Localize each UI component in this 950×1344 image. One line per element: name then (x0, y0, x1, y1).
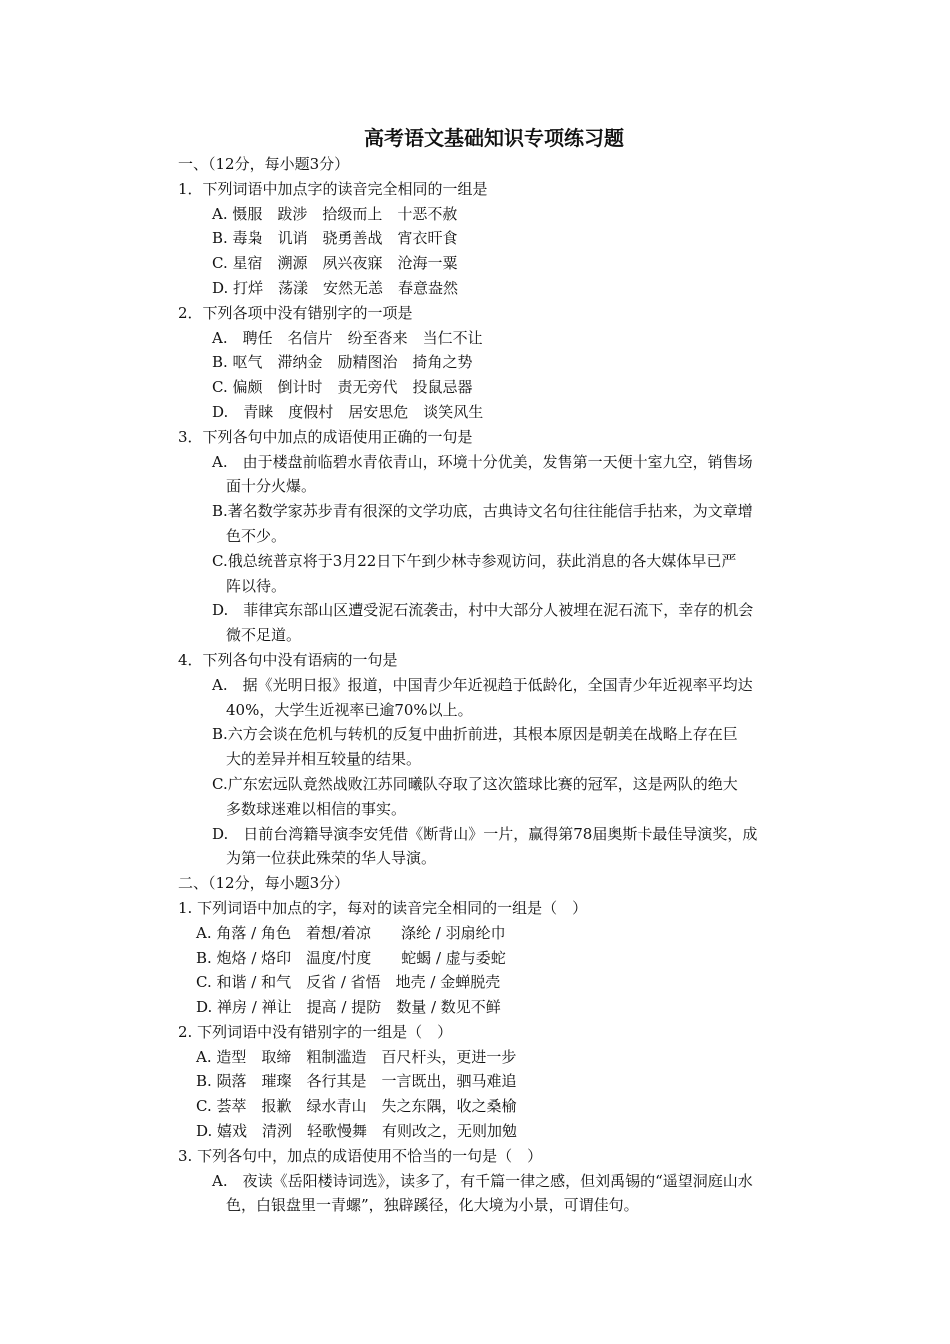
option-line: D. 青睐 度假村 居安思危 谈笑风生 (212, 402, 484, 421)
document-title: 高考语文基础知识专项练习题 (364, 126, 624, 150)
option-first-line: C.广东宏远队竟然战败江苏同曦队夺取了这次篮球比赛的冠军，这是两队的绝大 (212, 774, 738, 793)
document-body (178, 152, 810, 1218)
option-line: A. 聘任 名信片 纷至沓来 当仁不让 (212, 328, 483, 347)
option-line: C. 荟萃 报歉 绿水青山 失之东隅，收之桑榆 (196, 1097, 517, 1116)
option-line: C. 和谐 / 和气 反省 / 省悟 地壳 / 金蝉脱壳 (196, 973, 501, 992)
option-first-line: A. 由于楼盘前临碧水青依青山，环境十分优美，发售第一天便十室九空，销售场 (212, 452, 753, 471)
option-paragraph (178, 549, 810, 599)
question-line: 二、（12分，每小题3分） (178, 874, 350, 893)
option-continuation-line: 色，白银盘里一青螺”，独辟蹊径，化大境为小景，可谓佳句。 (226, 1196, 639, 1215)
option-continuation-line: 大的差异并相互较量的结果。 (226, 750, 422, 769)
option-line: A. 角落 / 角色 着想/着凉 涤纶 / 羽扇纶巾 (196, 923, 506, 942)
option-paragraph (178, 722, 810, 772)
question-line: 1．下列词语中加点字的读音完全相同的一组是 (178, 179, 488, 198)
option-continuation-line: 多数球迷难以相信的事实。 (226, 799, 407, 818)
option-first-line: B.六方会谈在危机与转机的反复中曲折前进，其根本原因是朝美在战略上存在巨 (212, 725, 738, 744)
question-line: 3．下列各句中加点的成语使用正确的一句是 (178, 427, 473, 446)
option-continuation-line: 为第一位获此殊荣的华人导演。 (226, 849, 437, 868)
option-line: B. 炮烙 / 烙印 温度/忖度 蛇蝎 / 虚与委蛇 (196, 948, 506, 967)
option-paragraph (178, 499, 810, 549)
option-first-line: C.俄总统普京将于3月22日下午到少林寺参观访问，获此消息的各大媒体早已严 (212, 551, 737, 570)
option-first-line: D. 日前台湾籍导演李安凭借《断背山》一片，赢得第78届奥斯卡最佳导演奖，成 (212, 824, 758, 843)
question-line: 2. 下列词语中没有错别字的一组是（ ） (178, 1022, 453, 1041)
option-paragraph (178, 673, 810, 723)
option-line: C. 星宿 溯源 夙兴夜寐 沧海一粟 (212, 254, 458, 273)
option-continuation-line: 微不足道。 (226, 626, 302, 645)
option-line: D. 禅房 / 禅让 提高 / 提防 数量 / 数见不鲜 (196, 998, 501, 1017)
option-line: D. 打烊 荡漾 安然无恙 春意盎然 (212, 278, 459, 297)
option-first-line: B.著名数学家苏步青有很深的文学功底，古典诗文名句往往能信手拈来，为文章增 (212, 502, 753, 521)
option-paragraph (178, 450, 810, 500)
option-continuation-line: 色不少。 (226, 526, 287, 545)
option-continuation-line: 阵以待。 (226, 576, 287, 595)
option-paragraph (178, 1169, 810, 1219)
option-paragraph (178, 772, 810, 822)
question-line: 1. 下列词语中加点的字，每对的读音完全相同的一组是（ ） (178, 898, 588, 917)
option-first-line: D. 菲律宾东部山区遭受泥石流袭击，村中大部分人被埋在泥石流下，幸存的机会 (212, 601, 754, 620)
option-paragraph (178, 822, 810, 872)
option-line: C. 偏颇 倒计时 责无旁代 投鼠忌器 (212, 378, 473, 397)
option-line: D. 嬉戏 清洌 轻歌慢舞 有则改之，无则加勉 (196, 1122, 518, 1141)
document-page (178, 124, 810, 1218)
option-line: B. 呕气 滞纳金 励精图治 掎角之势 (212, 353, 473, 372)
question-line: 一、（12分，每小题3分） (178, 155, 350, 173)
option-first-line: A. 夜读《岳阳楼诗词选》，读多了，有千篇一律之感，但刘禹锡的“遥望洞庭山水 (212, 1171, 753, 1190)
option-line: A. 慑服 跋涉 拾级而上 十恶不赦 (212, 204, 458, 223)
option-line: B. 陨落 璀璨 各行其是 一言既出，驷马难追 (196, 1072, 517, 1091)
option-line: B. 毒枭 讥诮 骁勇善战 宵衣旰食 (212, 229, 458, 248)
option-continuation-line: 面十分火爆。 (226, 477, 317, 496)
option-paragraph (178, 598, 810, 648)
option-first-line: A. 据《光明日报》报道，中国青少年近视趋于低龄化，全国青少年近视率平均达 (212, 675, 753, 694)
question-line: 3. 下列各句中，加点的成语使用不恰当的一句是（ ） (178, 1146, 543, 1165)
option-line: A. 造型 取缔 粗制滥造 百尺杆头，更进一步 (196, 1047, 517, 1066)
question-line: 2．下列各项中没有错别字的一项是 (178, 303, 413, 322)
option-continuation-line: 40%，大学生近视率已逾70%以上。 (226, 700, 473, 719)
question-line: 4．下列各句中没有语病的一句是 (178, 650, 398, 669)
